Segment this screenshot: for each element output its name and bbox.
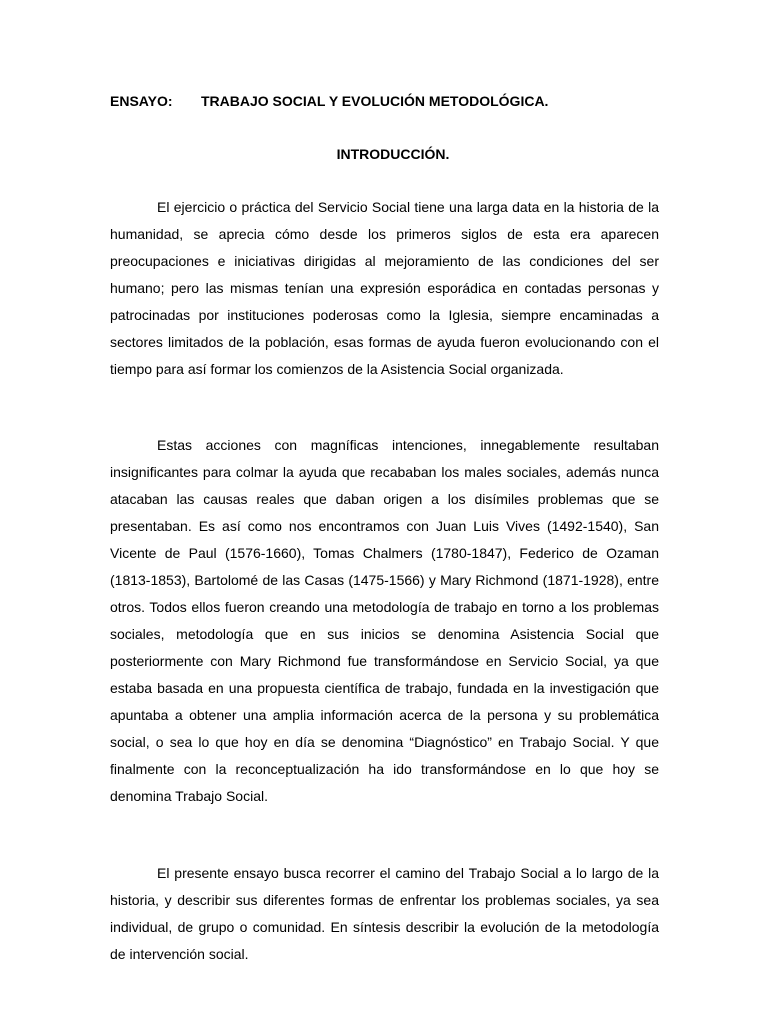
paragraph: El ejercicio o práctica del Servicio Social tiene una larga data en la historia de la humanidad, se aprecia cómo desde los primeros siglos de esta era aparecen preocupaciones e iniciativas dirigidas al mejoramiento de las condiciones del ser humano; pero las mismas tenían una expresión esporádica en contadas personas y patrocinadas por instituciones poderosas como la Iglesia, siempre encaminadas a sectores limitados de la población, esas formas de ayuda fueron evolucionando con el tiempo para así formar los comienzos de la Asistencia Social organizada. [110, 199, 659, 377]
paragraph: El presente ensayo busca recorrer el camino del Trabajo Social a lo largo de la historia, y describir sus diferentes formas de enfrentar los problemas sociales, ya sea individual, de grupo o comunidad. En síntesis describir la evolución de la metodología de intervención social. [110, 865, 659, 962]
section-title: INTRODUCCIÓN. [336, 146, 450, 162]
essay-label: ENSAYO: [110, 93, 173, 109]
essay-title: TRABAJO SOCIAL Y EVOLUCIÓN METODOLÓGICA. [201, 93, 549, 109]
paragraph: Estas acciones con magníficas intenciones, innegablemente resultaban insignificantes para colmar la ayuda que recababan los males sociales, además nunca atacaban las causas reales que daban origen a los disímiles problemas que se presentaban. Es así como nos encontramos con Juan Luis Vives (1492-1540), San Vicente de Paul (1576-1660), Tomas Chalmers (1780-1847), Federico de Ozaman (1813-1853), Bartolomé de las Casas (1475-1566) y Mary Richmond (1871-1928), entre otros. Todos ellos fueron creando una metodología de trabajo en torno a los problemas sociales, metodología que en sus inicios se denomina Asistencia Social que posteriormente con Mary Richmond fue transformándose en Servicio Social, ya que estaba basada en una propuesta científica de trabajo, fundada en la investigación que apuntaba a obtener una amplia información acerca de la persona y su problemática social, o sea lo que hoy en día se denomina “Diagnóstico” en Trabajo Social. Y que finalmente con la reconceptualización ha ido transformándose en lo que hoy se denomina Trabajo Social. [110, 437, 659, 804]
essay-heading [110, 92, 548, 110]
